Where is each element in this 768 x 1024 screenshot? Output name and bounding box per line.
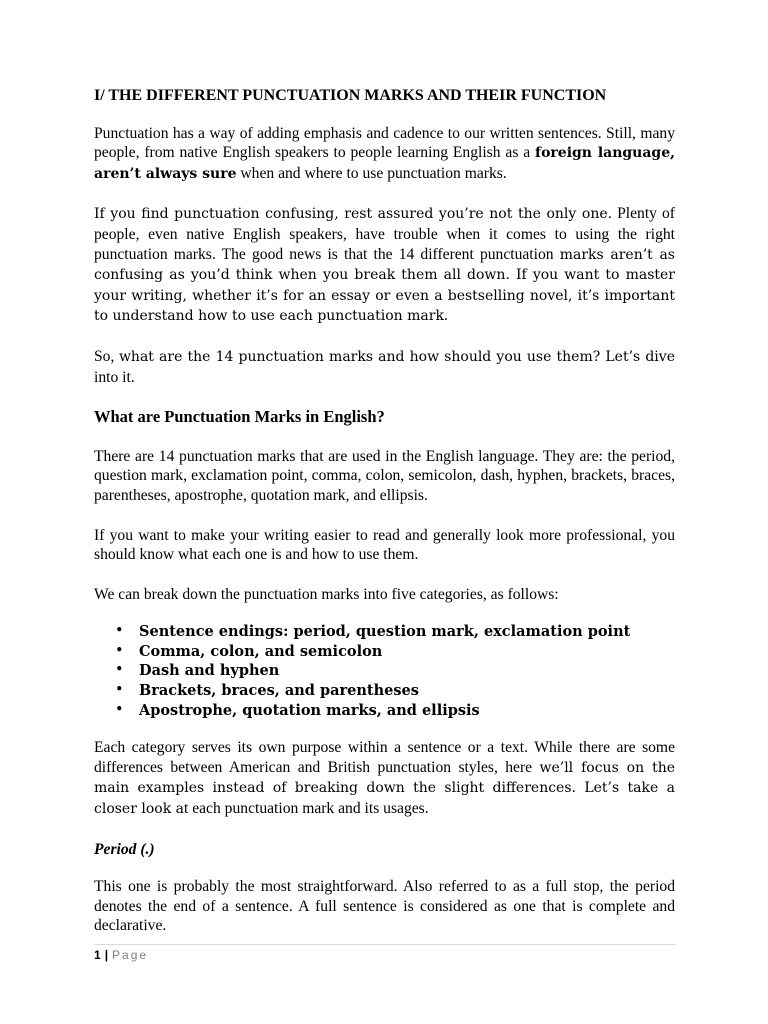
list-item xyxy=(115,681,675,701)
paragraph-confusing-text-c: marks aren’t as confusing as you’d think when you break them all down xyxy=(94,246,675,284)
footer-separator: | xyxy=(104,948,109,962)
page-footer xyxy=(94,944,676,962)
list-item-text: Brackets, braces, and parentheses xyxy=(139,682,419,700)
paragraph-category-purpose-text-c: t each punctuation mark and its usages. xyxy=(183,800,429,818)
paragraph-categories-intro: We can break down the punctuation marks into five categories, as follows: xyxy=(94,585,559,603)
page-label: Page xyxy=(112,948,149,962)
list-item-text: Apostrophe, quotation marks, and ellipsis xyxy=(139,701,480,719)
bullet-icon: • xyxy=(115,682,124,699)
page-number: 1 xyxy=(94,948,101,962)
paragraph-confusing-text-b: Plenty of people, even native English speakers, have trouble when it comes to using the right punctuation marks. The good news is that the 14 different punctuation xyxy=(94,205,675,263)
bullet-icon: • xyxy=(115,642,124,659)
category-list xyxy=(94,622,675,720)
list-item xyxy=(115,622,675,642)
paragraph-category-purpose-text-b: we’ll focus on the main examples instead of breaking down the slight differences. Let’s take a closer look a xyxy=(94,759,675,818)
paragraph-dive-text-c: into it. xyxy=(94,368,135,386)
paragraph-dive xyxy=(94,347,675,387)
list-item-text: Dash and hyphen xyxy=(139,662,280,680)
paragraph-intro-text-a: Punctuation has a way of adding emphasis and cadence to our written sentences. Still, many people, from native English speakers to people learning English as a xyxy=(94,124,675,162)
bullet-icon: • xyxy=(115,623,124,640)
list-item-text: Sentence endings: period, question mark, exclamation point xyxy=(139,623,631,641)
bullet-icon: • xyxy=(115,701,124,718)
list-item xyxy=(115,701,675,721)
subheading-what-are: What are Punctuation Marks in English? xyxy=(94,407,385,427)
paragraph-confusing-text-d: . If you want to master your writing, whether it’s for an essay or even a bestselling novel, it’s important to understand how to use each punctuation mark xyxy=(94,267,675,325)
paragraph-intro-text-b: foreign language, aren’t always sure xyxy=(94,145,675,182)
paragraph-dive-text-b: what are the 14 punctuation marks and how should you use them? Let’s dive xyxy=(118,348,675,365)
paragraph-intro xyxy=(94,124,675,185)
document-body xyxy=(94,86,675,956)
list-item-text: Comma, colon, and semicolon xyxy=(139,642,383,660)
paragraph-confusing-text-a: If you find punctuation confusing, rest assured you’re not the only one. xyxy=(94,206,613,223)
subheading-period: Period (.) xyxy=(94,840,155,858)
list-item xyxy=(115,642,675,662)
section-title: I/ THE DIFFERENT PUNCTUATION MARKS AND THEIR FUNCTION xyxy=(94,87,607,104)
paragraph-category-purpose-text-a: Each category serves its own purpose within a sentence or a text. While there are some differences between American and British punctuation styles, here xyxy=(94,739,675,776)
paragraph-category-purpose xyxy=(94,738,675,819)
paragraph-confusing xyxy=(94,204,675,327)
paragraph-fourteen-marks: There are 14 punctuation marks that are used in the English language. They are: the period, question mark, exclamation point, comma, colon, semicolon, dash, hyphen, brackets, braces, parentheses, apostrophe, quotation mark, and ellipsis. xyxy=(94,447,675,504)
paragraph-intro-text-c: when and where to use punctuation marks. xyxy=(236,164,507,182)
paragraph-professional: If you want to make your writing easier to read and generally look more professional, you should know what each one is and how to use them. xyxy=(94,526,675,564)
list-item xyxy=(115,661,675,681)
paragraph-period: This one is probably the most straightforward. Also referred to as a full stop, the period denotes the end of a sentence. A full sentence is considered as one that is complete and declarative. xyxy=(94,878,675,935)
paragraph-confusing-text-e: . xyxy=(443,307,448,325)
bullet-icon: • xyxy=(115,662,124,679)
paragraph-dive-text-a: So, xyxy=(94,347,119,365)
